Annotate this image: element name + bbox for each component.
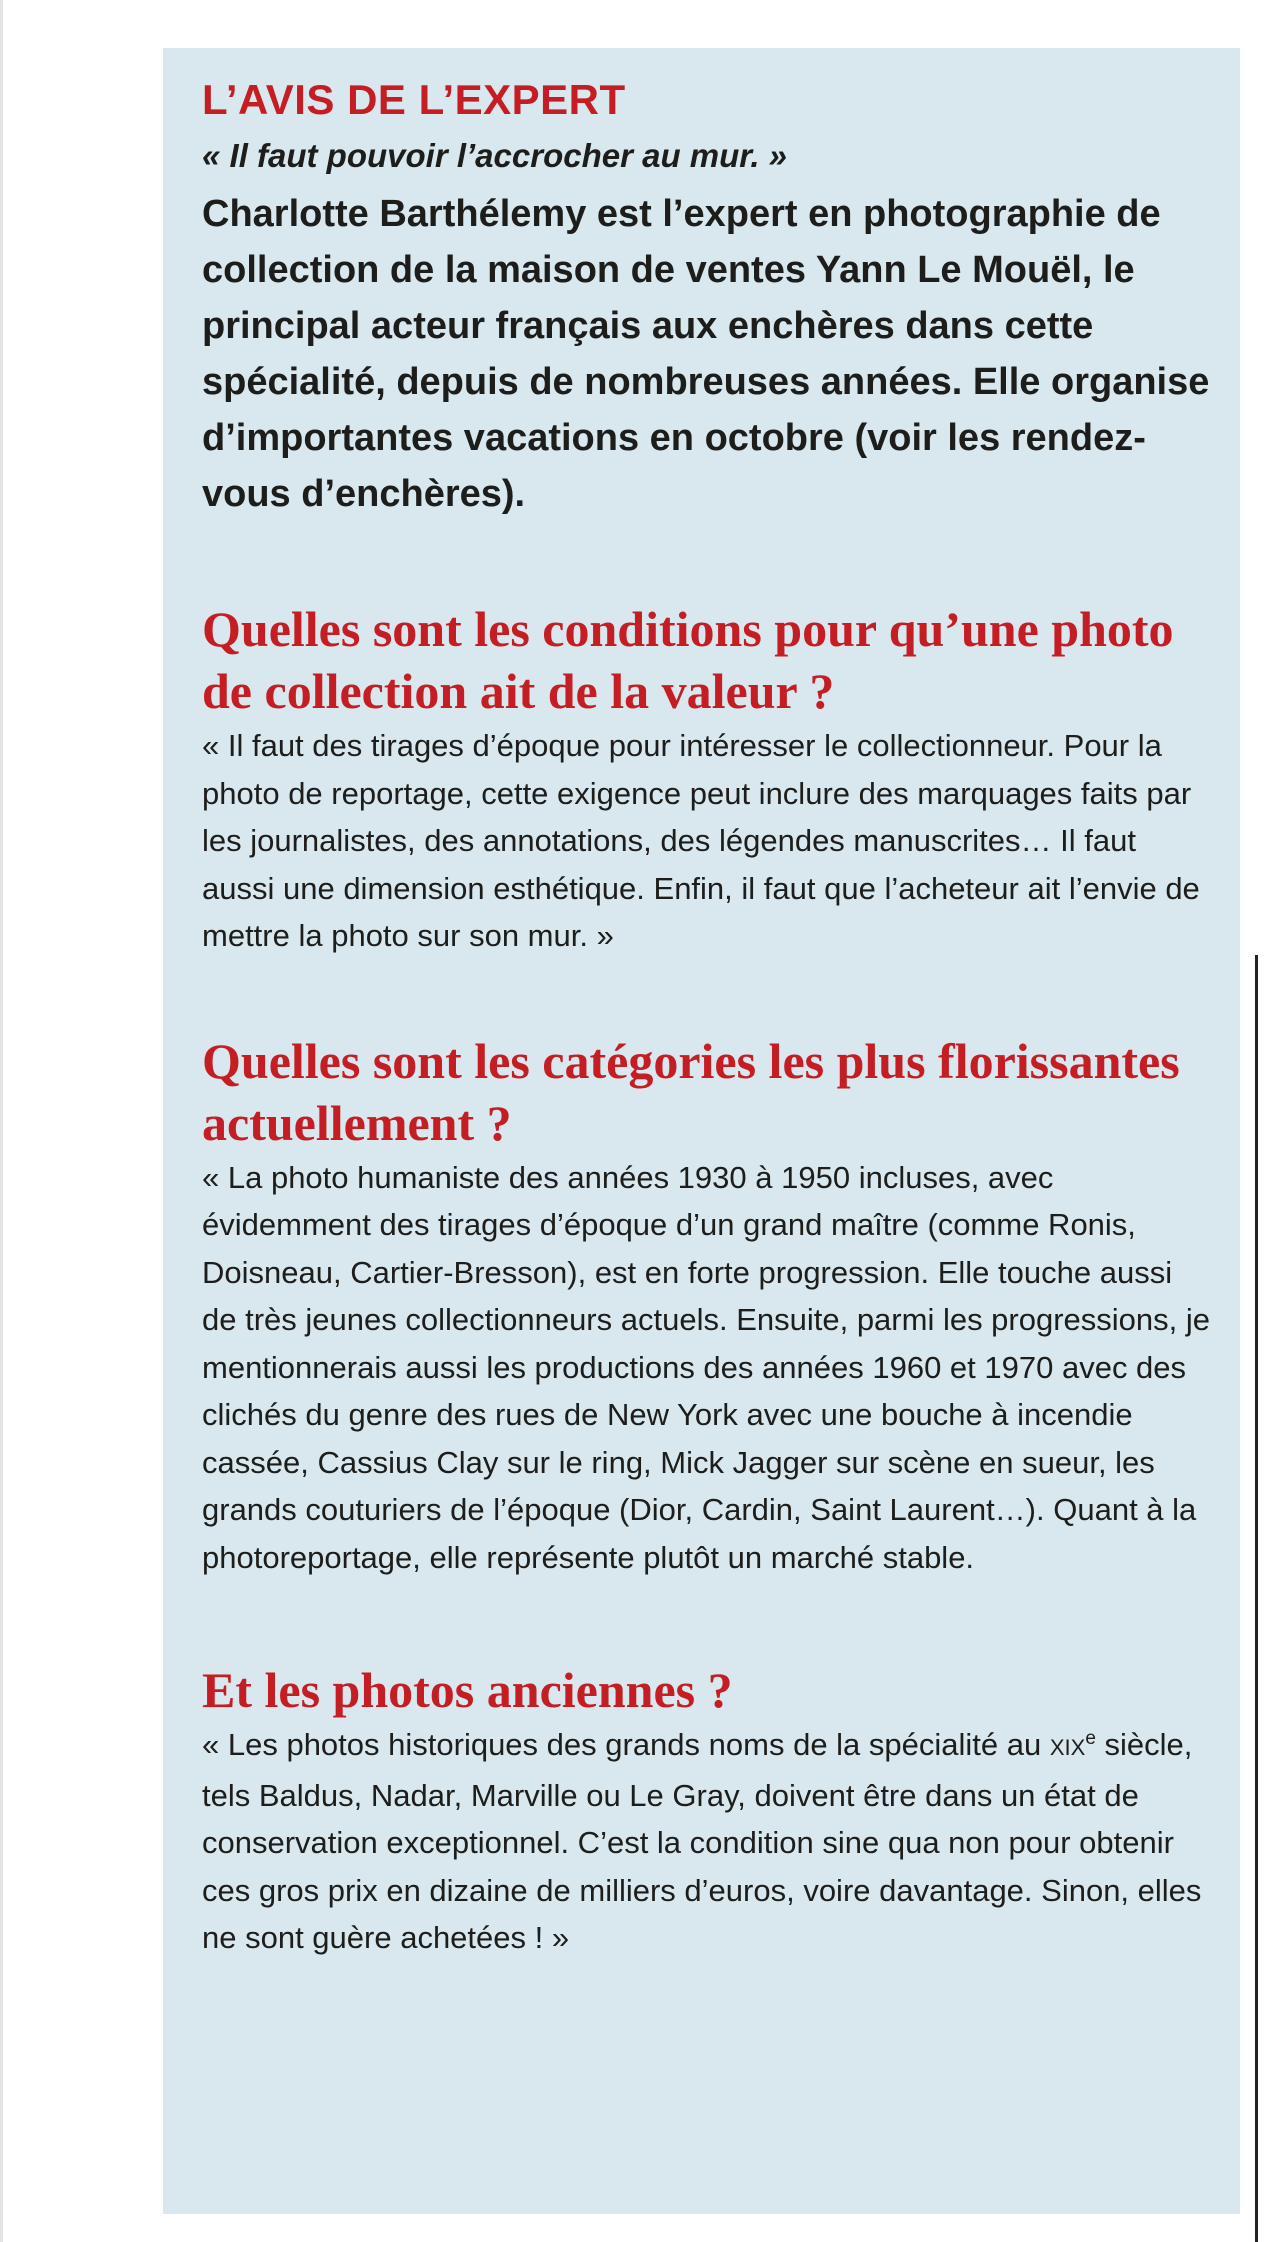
question-categories: Quelles sont les catégories les plus florissantes actuellement ? <box>202 1032 1180 1151</box>
expert-quote: « Il faut pouvoir l’accrocher au mur. » <box>202 137 788 174</box>
expert-sidebar-box <box>163 48 1240 2214</box>
century-numeral: XIX <box>1049 1735 1086 1760</box>
expert-intro: Charlotte Barthélemy est l’expert en photographie de collection de la maison de ventes Yann Le Mouël, le principal acteur français aux enchères dans cette spécialité, depuis de nombreuses années. Elle organise d’importantes vacations en octobre (voir les rendez-vous d’enchères). <box>202 193 1210 515</box>
column-divider-rule <box>1255 955 1258 2242</box>
answer-old-photos <box>202 1721 1212 1962</box>
question-conditions: Quelles sont les conditions pour qu’une photo de collection ait de la valeur ? <box>202 601 1174 719</box>
question-old-photos: Et les photos anciennes ? <box>202 1662 733 1718</box>
answer-old-photos-end: siècle, tels Baldus, Nadar, Marville ou Le Gray, doivent être dans un état de conservation exceptionnel. C’est la condition sine qua non pour obtenir ces gros prix en dizaine de milliers d’euros, voire davantage. Sinon, elles ne sont guère achetées ! » <box>202 1727 1202 1955</box>
answer-categories: « La photo humaniste des années 1930 à 1950 incluses, avec évidemment des tirages d’époque d’un grand maître (comme Ronis, Doisneau, Cartier-Bresson), est en forte progression. Elle touche aussi de très jeunes collectionneurs actuels. Ensuite, parmi les progressions, je mentionnerais aussi les productions des années 1960 et 1970 avec des clichés du genre des rues de New York avec une bouche à incendie cassée, Cassius Clay sur le ring, Mick Jagger sur scène en sueur, les grands couturiers de l’époque (Dior, Cardin, Saint Laurent…). Quant à la photoreportage, elle représente plutôt un marché stable. <box>202 1159 1211 1575</box>
page-left-edge <box>0 0 3 2242</box>
century-suffix: e <box>1085 1728 1096 1749</box>
answer-conditions: « Il faut des tirages d’époque pour intéresser le collectionneur. Pour la photo de reportage, cette exigence peut inclure des marquages faits par les journalistes, des annotations, des légendes manuscrites… Il faut aussi une dimension esthétique. Enfin, il faut que l’acheteur ait l’envie de mettre la photo sur son mur. » <box>202 728 1200 953</box>
answer-old-photos-start: « Les photos historiques des grands noms de la spécialité au <box>202 1727 1050 1762</box>
expert-heading: L’AVIS DE L’EXPERT <box>202 76 626 123</box>
